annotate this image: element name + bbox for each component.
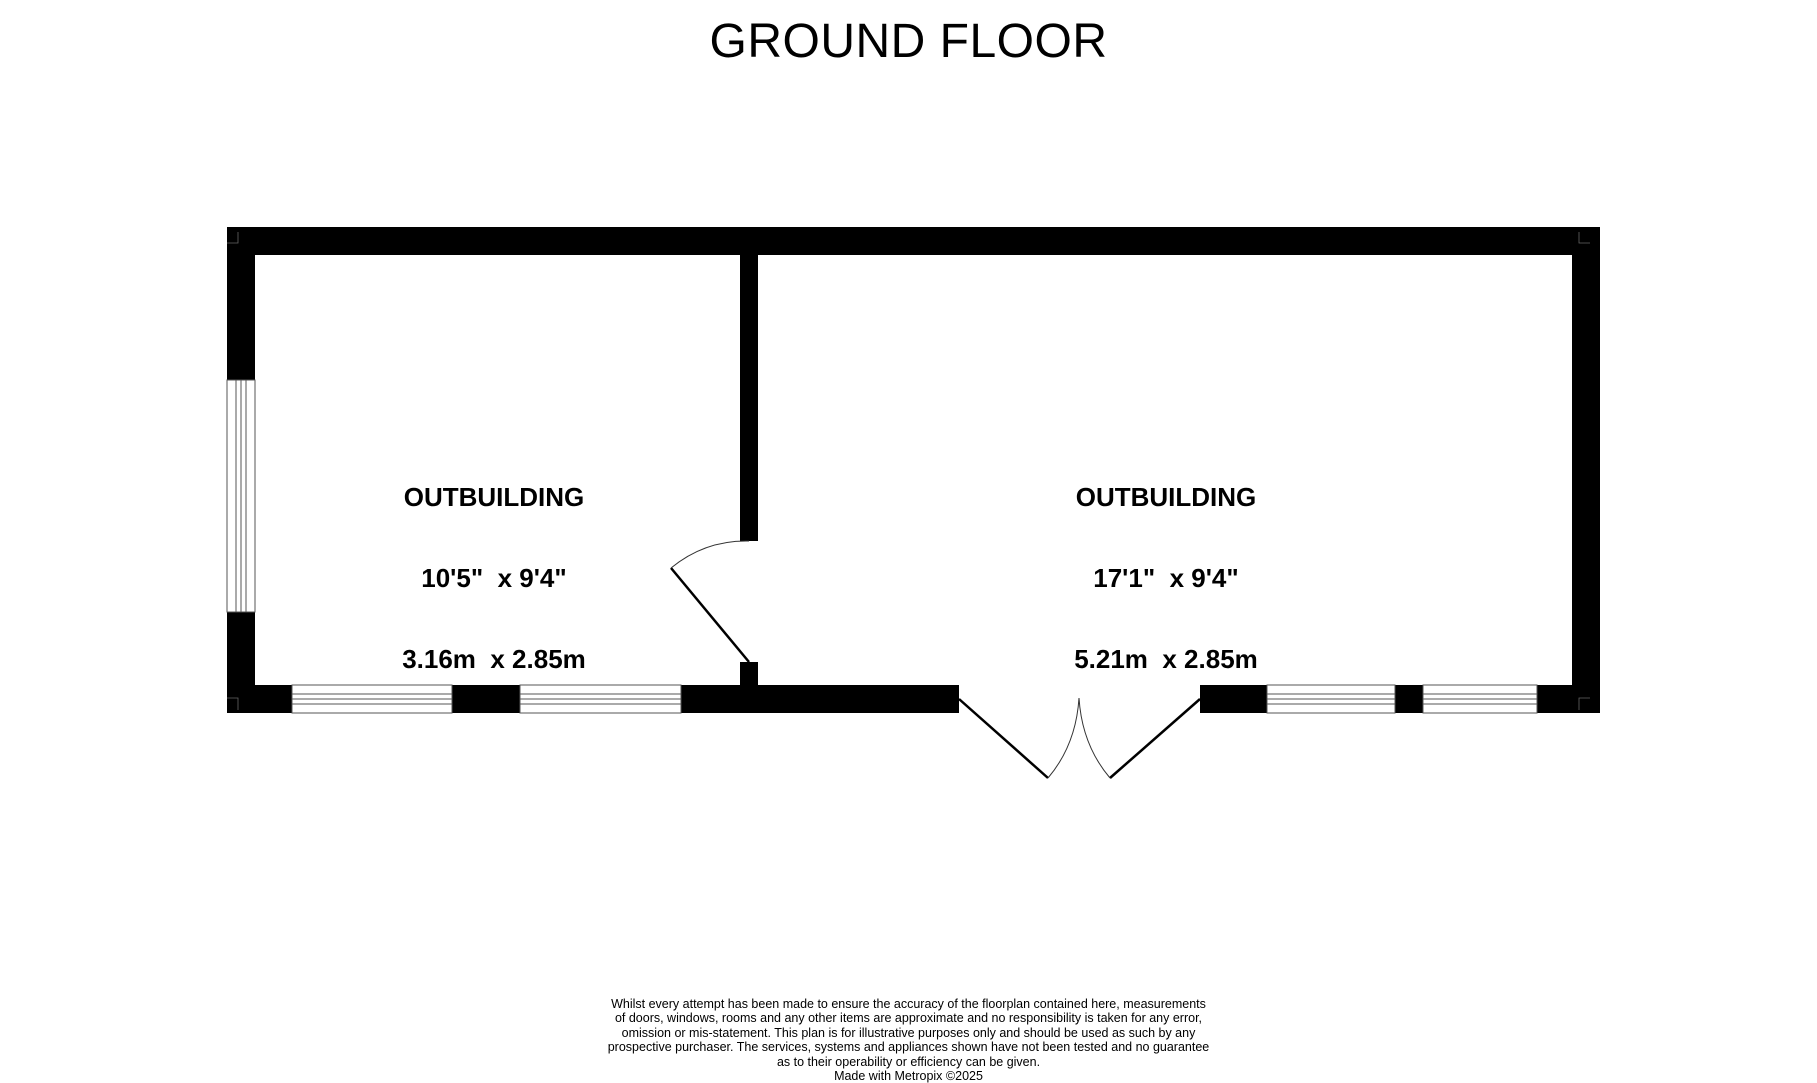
disclaimer — [0, 997, 1817, 1083]
interior-door — [671, 541, 749, 662]
window-bottom-4 — [1423, 685, 1537, 713]
room-dimensions-imperial: 10'5" x 9'4" — [421, 563, 567, 593]
interior-wall — [740, 227, 758, 541]
right-wall — [1572, 227, 1600, 713]
room-label-2 — [1016, 430, 1316, 700]
door-swing-right — [1079, 698, 1110, 778]
credit-line: Made with Metropix ©2025 — [834, 1069, 983, 1083]
double-doors — [959, 698, 1200, 778]
room-name: OUTBUILDING — [403, 482, 585, 512]
disclaimer-line: as to their operability or efficiency can be given. — [776, 1054, 1041, 1069]
disclaimer-line: omission or mis-statement. This plan is for illustrative purposes only and should be used as such by any — [621, 1025, 1196, 1040]
door-leaf-right — [1110, 699, 1200, 778]
disclaimer-line: prospective purchaser. The services, systems and appliances shown have not been tested and no guarantee — [607, 1040, 1210, 1055]
bottom-wall-5 — [1395, 685, 1423, 713]
window-left-wall — [227, 380, 255, 612]
top-wall — [227, 227, 1600, 255]
room-dimensions-metric: 5.21m x 2.85m — [1074, 644, 1258, 674]
floor-title: GROUND FLOOR — [709, 15, 1108, 68]
left-wall-upper — [227, 227, 255, 380]
room-dimensions-imperial: 17'1" x 9'4" — [1093, 563, 1239, 593]
room-label-1 — [344, 430, 644, 700]
disclaimer-line: Whilst every attempt has been made to ensure the accuracy of the floorplan contained here, measurements — [611, 997, 1206, 1011]
interior-door-swing — [671, 541, 749, 568]
bottom-wall-3 — [681, 685, 959, 713]
door-swing-left — [1048, 698, 1079, 778]
disclaimer-line: of doors, windows, rooms and any other items are approximate and no responsibility is taken for any error, — [614, 1011, 1203, 1026]
bottom-wall-1 — [227, 685, 292, 713]
door-leaf-left — [959, 699, 1048, 778]
room-name: OUTBUILDING — [1075, 482, 1257, 512]
interior-door-leaf — [671, 568, 749, 662]
bottom-wall-6 — [1537, 685, 1600, 713]
room-dimensions-metric: 3.16m x 2.85m — [402, 644, 586, 674]
